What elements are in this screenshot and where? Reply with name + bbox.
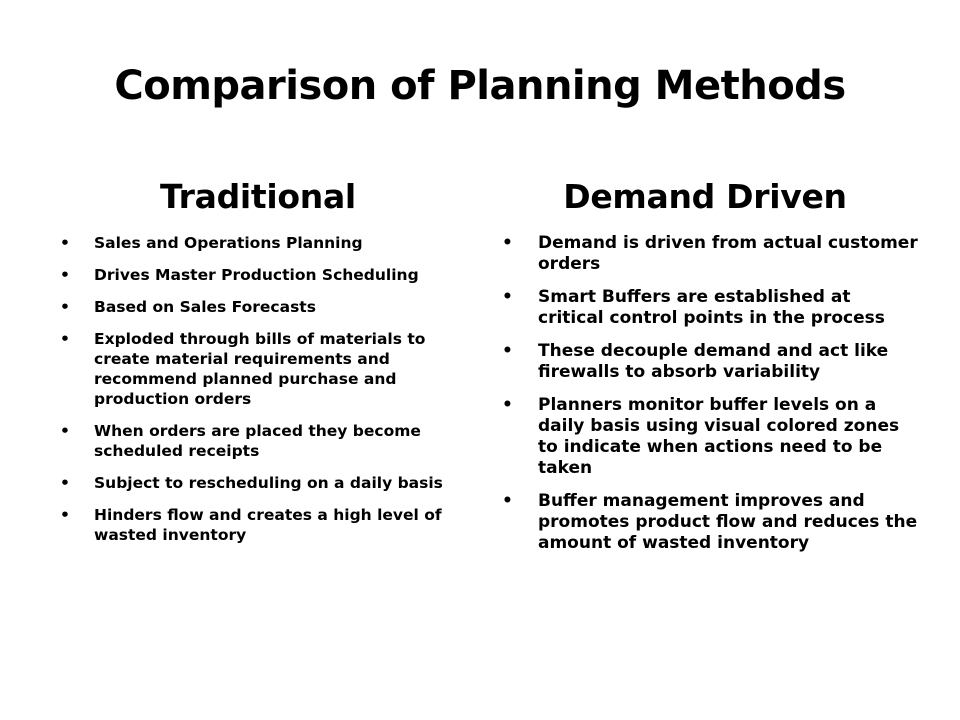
bullet-item: [48, 505, 468, 545]
bullet-text: Demand is driven from actual customer orders: [538, 233, 918, 274]
bullet-text: Planners monitor buffer levels on a daily basis using visual colored zones to indicate when actions need to be taken: [538, 395, 900, 478]
bullet-item: [490, 233, 920, 275]
bullet-icon: •: [60, 266, 70, 284]
bullet-icon: •: [502, 233, 513, 253]
bullet-icon: •: [502, 491, 513, 511]
bullet-icon: •: [60, 330, 70, 348]
bullet-text: Smart Buffers are established at critical control points in the process: [538, 287, 885, 328]
bullet-text: Hinders flow and creates a high level of wasted inventory: [94, 506, 442, 544]
bullet-text: Sales and Operations Planning: [94, 234, 363, 252]
bullet-text: Subject to rescheduling on a daily basis: [94, 474, 443, 492]
bullet-text: Buffer management improves and promotes product flow and reduces the amount of wasted inventory: [538, 491, 918, 553]
bullet-text: These decouple demand and act like firewalls to absorb variability: [538, 341, 889, 382]
bullet-item: [490, 395, 920, 479]
bullet-item: [490, 341, 920, 383]
bullet-item: [48, 265, 468, 285]
bullet-item: [490, 491, 920, 554]
bullet-text: Drives Master Production Scheduling: [94, 266, 419, 284]
bullet-text: When orders are placed they become scheduled receipts: [94, 422, 421, 460]
slide-title: Comparison of Planning Methods: [114, 63, 846, 109]
bullet-item: [48, 473, 468, 493]
bullet-item: [48, 297, 468, 317]
bullet-item: [48, 329, 468, 409]
bullet-icon: •: [60, 234, 70, 252]
bullet-icon: •: [60, 474, 70, 492]
bullet-text: Exploded through bills of materials to create material requirements and recommend planned purchase and production orders: [94, 330, 426, 408]
bullet-icon: •: [502, 287, 513, 307]
traditional-heading: Traditional: [160, 177, 356, 216]
bullet-icon: •: [60, 298, 70, 316]
bullet-icon: •: [60, 506, 70, 524]
bullet-icon: •: [60, 422, 70, 440]
demand-driven-heading: Demand Driven: [563, 177, 847, 216]
bullet-icon: •: [502, 341, 513, 361]
traditional-bullet-list: [48, 233, 468, 557]
bullet-text: Based on Sales Forecasts: [94, 298, 316, 316]
bullet-item: [490, 287, 920, 329]
demand-driven-bullet-list: [490, 233, 920, 566]
bullet-item: [48, 421, 468, 461]
bullet-icon: •: [502, 395, 513, 415]
bullet-item: [48, 233, 468, 253]
